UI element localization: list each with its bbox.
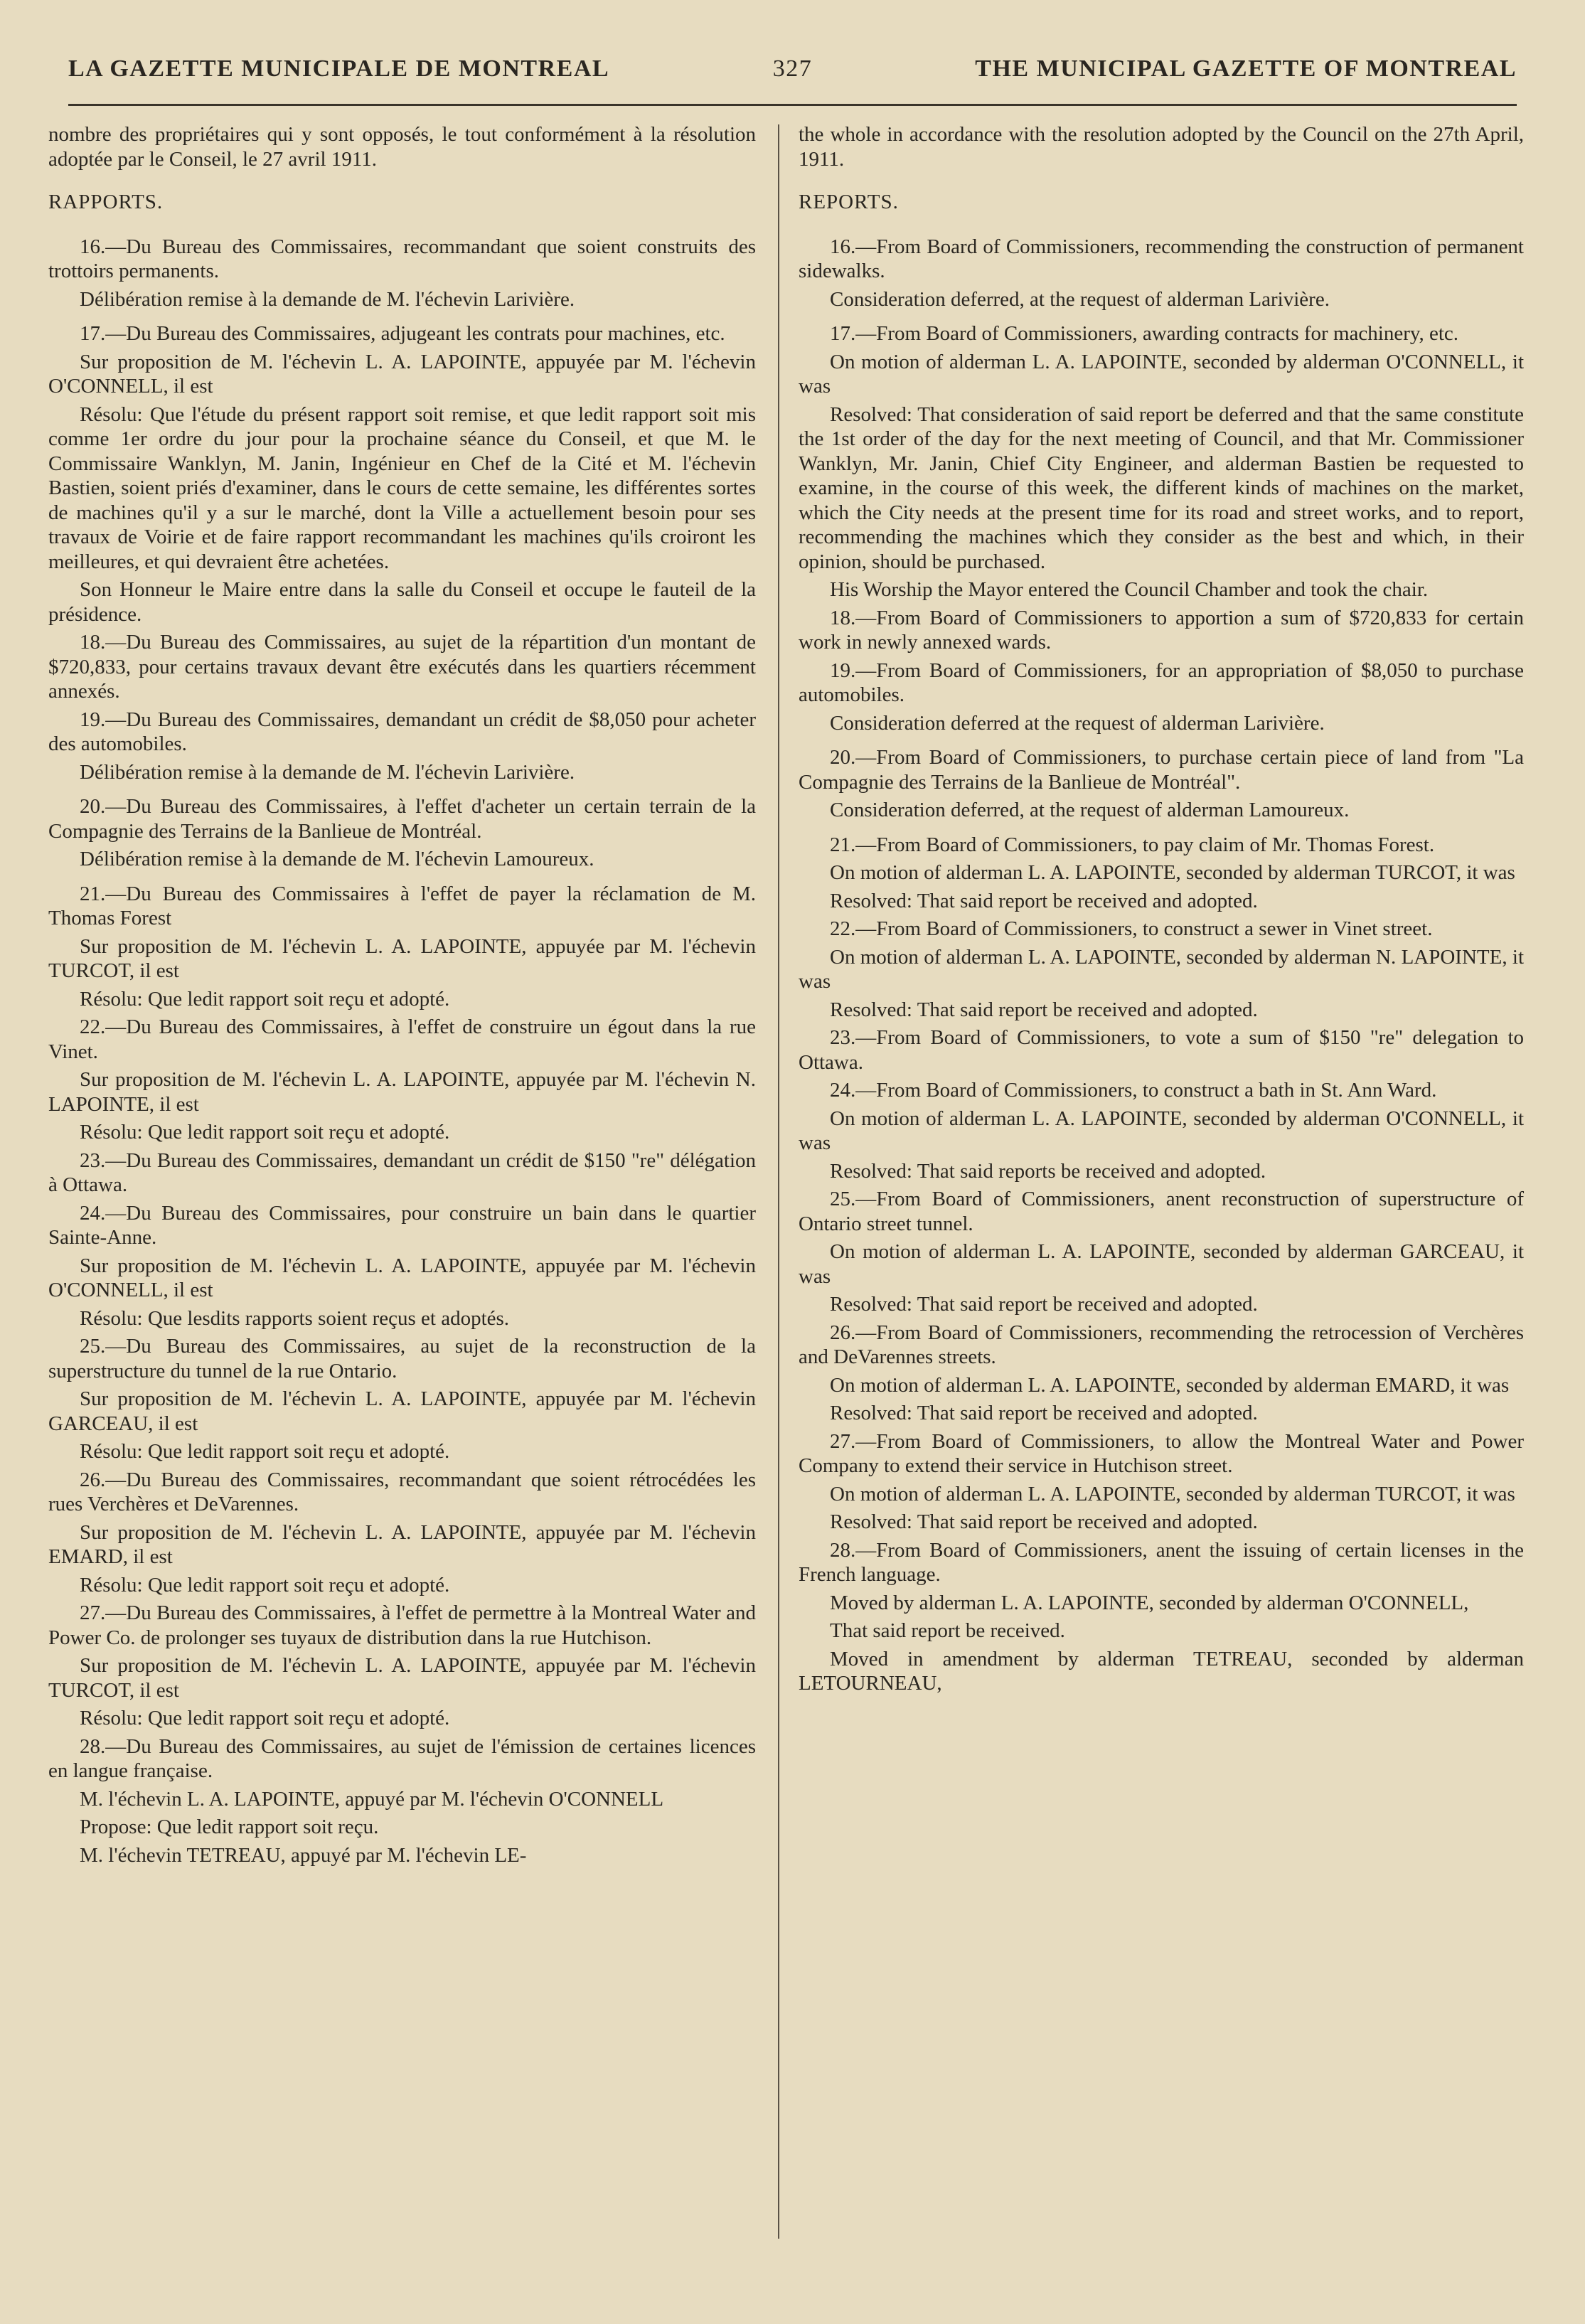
column-divider	[778, 124, 779, 2239]
french-paragraph: Résolu: Que ledit rapport soit reçu et adopté.	[80, 1440, 450, 1463]
french-paragraph: 18.—Du Bureau des Commissaires, au sujet de la répartition d'un montant de $720,833, pour certains travaux devant être exécutés dans les quartiers récemment annexés.	[48, 631, 756, 703]
french-paragraph: 22.—Du Bureau des Commissaires, à l'effet de construire un égout dans la rue Vinet.	[48, 1016, 756, 1063]
french-paragraph: Sur proposition de M. l'échevin L. A. LAPOINTE, appuyée par M. l'échevin EMARD, il est	[48, 1520, 756, 1568]
english-paragraph: 17.—From Board of Commissioners, awarding contracts for machinery, etc.	[830, 322, 1459, 345]
french-paragraph: Propose: Que ledit rapport soit reçu.	[80, 1816, 379, 1838]
french-section-heading: RAPPORTS.	[48, 191, 164, 213]
english-paragraph: 25.—From Board of Commissioners, anent reconstruction of superstructure of Ontario street tunnel.	[799, 1188, 1524, 1235]
french-paragraph: 21.—Du Bureau des Commissaires à l'effet de payer la réclamation de M. Thomas Forest	[48, 882, 756, 929]
english-column	[799, 122, 1524, 1700]
english-paragraph: On motion of alderman L. A. LAPOINTE, seconded by alderman O'CONNELL, it was	[799, 350, 1524, 398]
english-paragraph: That said report be received.	[830, 1619, 1065, 1642]
english-paragraph: 19.—From Board of Commissioners, for an appropriation of $8,050 to purchase automobiles.	[799, 659, 1524, 706]
header-rule	[68, 104, 1517, 106]
english-paragraph: Resolved: That said report be received and adopted.	[830, 1293, 1258, 1316]
english-paragraph: Moved in amendment by alderman TETREAU, seconded by alderman LETOURNEAU,	[799, 1647, 1524, 1695]
english-paragraph: 23.—From Board of Commissioners, to vote a sum of $150 "re" delegation to Ottawa.	[799, 1026, 1524, 1074]
french-paragraph: Résolu: Que l'étude du présent rapport soit remise, et que ledit rapport soit mis comme 1er ordre du jour pour la prochaine séance du Conseil, et que M. le Commissaire Wanklyn, M. Janin, Ingénieur en Chef de la Cité et M. l'échevin Bastien, soient priés d'examiner, dans le cours de cette semaine, les différentes sortes de machines qu'il y a sur le marché, dont la Ville a actuellement besoin pour ses travaux de Voirie et de faire rapport recommandant les machines qu'ils croiront les meilleures, et qui devraient être achetées.	[48, 403, 756, 573]
english-paragraph: 22.—From Board of Commissioners, to construct a sewer in Vinet street.	[830, 917, 1433, 940]
english-paragraph: Consideration deferred at the request of alderman Larivière.	[830, 711, 1325, 735]
page-number: 327	[772, 55, 813, 82]
english-paragraph: Consideration deferred, at the request of alderman Lamoureux.	[830, 799, 1350, 821]
french-paragraph: Sur proposition de M. l'échevin L. A. LAPOINTE, appuyée par M. l'échevin N. LAPOINTE, il est	[48, 1068, 756, 1116]
english-paragraph: 28.—From Board of Commissioners, anent the issuing of certain licenses in the French language.	[799, 1538, 1524, 1586]
french-paragraph: Résolu: Que ledit rapport soit reçu et adopté.	[80, 987, 450, 1011]
english-paragraph: 21.—From Board of Commissioners, to pay claim of Mr. Thomas Forest.	[830, 833, 1435, 856]
english-paragraph: Moved by alderman L. A. LAPOINTE, seconded by alderman O'CONNELL,	[830, 1591, 1469, 1614]
french-paragraph: Délibération remise à la demande de M. l'échevin Larivière.	[80, 760, 575, 784]
header-english-title: THE MUNICIPAL GAZETTE OF MONTREAL	[975, 55, 1517, 82]
english-paragraph: 24.—From Board of Commissioners, to construct a bath in St. Ann Ward.	[830, 1079, 1437, 1102]
english-paragraph: 27.—From Board of Commissioners, to allow the Montreal Water and Power Company to extend their service in Hutchison street.	[799, 1429, 1524, 1477]
french-paragraph: 28.—Du Bureau des Commissaires, au sujet de l'émission de certaines licences en langue française.	[48, 1734, 756, 1782]
french-paragraph: nombre des propriétaires qui y sont opposés, le tout conformément à la résolution adoptée par le Conseil, le 27 avril 1911.	[48, 123, 756, 171]
french-paragraph: 23.—Du Bureau des Commissaires, demandant un crédit de $150 "re" délégation à Ottawa.	[48, 1148, 756, 1196]
french-paragraph: 16.—Du Bureau des Commissaires, recommandant que soient construits des trottoirs permanents.	[48, 235, 756, 282]
french-paragraph: Délibération remise à la demande de M. l'échevin Larivière.	[80, 287, 575, 311]
french-paragraph: Sur proposition de M. l'échevin L. A. LAPOINTE, appuyée par M. l'échevin TURCOT, il est	[48, 1654, 756, 1702]
english-paragraph: 20.—From Board of Commissioners, to purchase certain piece of land from "La Compagnie des Terrains de la Banlieue de Montréal".	[799, 746, 1524, 794]
french-paragraph: 27.—Du Bureau des Commissaires, à l'effet de permettre à la Montreal Water and Power Co. de prolonger ses tuyaux de distribution dans la rue Hutchison.	[48, 1601, 756, 1649]
english-paragraph: 26.—From Board of Commissioners, recommending the retrocession of Verchères and DeVarennes streets.	[799, 1321, 1524, 1368]
french-paragraph: Son Honneur le Maire entre dans la salle du Conseil et occupe le fauteil de la présidence.	[48, 578, 756, 626]
english-paragraph: the whole in accordance with the resolution adopted by the Council on the 27th April, 1911.	[799, 123, 1524, 171]
english-paragraph: On motion of alderman L. A. LAPOINTE, seconded by alderman EMARD, it was	[830, 1373, 1510, 1397]
english-paragraph: On motion of alderman L. A. LAPOINTE, seconded by alderman O'CONNELL, it was	[799, 1107, 1524, 1154]
english-paragraph: 16.—From Board of Commissioners, recommending the construction of permanent sidewalks.	[799, 235, 1524, 282]
french-paragraph: Sur proposition de M. l'échevin L. A. LAPOINTE, appuyée par M. l'échevin O'CONNELL, il est	[48, 1254, 756, 1301]
french-paragraph: Sur proposition de M. l'échevin L. A. LAPOINTE, appuyée par M. l'échevin GARCEAU, il est	[48, 1387, 756, 1435]
english-paragraph: Resolved: That said report be received and adopted.	[830, 998, 1258, 1021]
french-paragraph: 17.—Du Bureau des Commissaires, adjugeant les contrats pour machines, etc.	[80, 322, 725, 345]
english-paragraph: Resolved: That said report be received and adopted.	[830, 1510, 1258, 1533]
running-header	[68, 50, 1517, 100]
english-paragraph: Resolved: That said report be received and adopted.	[830, 1402, 1258, 1424]
english-paragraph: Consideration deferred, at the request of alderman Larivière.	[830, 287, 1330, 311]
english-paragraph: Resolved: That said reports be received and adopted.	[830, 1159, 1266, 1183]
french-paragraph: Résolu: Que ledit rapport soit reçu et adopté.	[80, 1121, 450, 1144]
english-paragraph: On motion of alderman L. A. LAPOINTE, seconded by alderman TURCOT, it was	[830, 861, 1515, 884]
french-paragraph: M. l'échevin TETREAU, appuyé par M. l'échevin LE-	[80, 1843, 527, 1867]
english-paragraph: 18.—From Board of Commissioners to apportion a sum of $720,833 for certain work in newly annexed wards.	[799, 606, 1524, 654]
french-paragraph: Sur proposition de M. l'échevin L. A. LAPOINTE, appuyée par M. l'échevin TURCOT, il est	[48, 934, 756, 982]
french-paragraph: Résolu: Que ledit rapport soit reçu et adopté.	[80, 1707, 450, 1729]
english-paragraph: On motion of alderman L. A. LAPOINTE, seconded by alderman GARCEAU, it was	[799, 1240, 1524, 1288]
french-paragraph: Résolu: Que lesdits rapports soient reçus et adoptés.	[80, 1306, 510, 1330]
french-column	[48, 122, 756, 1871]
french-paragraph: Sur proposition de M. l'échevin L. A. LAPOINTE, appuyée par M. l'échevin O'CONNELL, il est	[48, 350, 756, 398]
french-paragraph: Délibération remise à la demande de M. l'échevin Lamoureux.	[80, 848, 594, 870]
french-paragraph: 19.—Du Bureau des Commissaires, demandant un crédit de $8,050 pour acheter des automobiles.	[48, 708, 756, 755]
french-paragraph: 24.—Du Bureau des Commissaires, pour construire un bain dans le quartier Sainte-Anne.	[48, 1201, 756, 1249]
english-paragraph: Resolved: That said report be received and adopted.	[830, 889, 1258, 912]
english-paragraph: His Worship the Mayor entered the Council Chamber and took the chair.	[830, 578, 1429, 601]
french-paragraph: 25.—Du Bureau des Commissaires, au sujet de la reconstruction de la superstructure du tunnel de la rue Ontario.	[48, 1335, 756, 1382]
french-paragraph: 26.—Du Bureau des Commissaires, recommandant que soient rétrocédées les rues Verchères et DeVarennes.	[48, 1468, 756, 1515]
header-french-title: LA GAZETTE MUNICIPALE DE MONTREAL	[68, 55, 610, 82]
english-paragraph: On motion of alderman L. A. LAPOINTE, seconded by alderman TURCOT, it was	[830, 1482, 1515, 1505]
french-paragraph: M. l'échevin L. A. LAPOINTE, appuyé par M. l'échevin O'CONNELL	[80, 1787, 664, 1811]
french-paragraph: 20.—Du Bureau des Commissaires, à l'effet d'acheter un certain terrain de la Compagnie des Terrains de la Banlieue de Montréal.	[48, 795, 756, 843]
french-paragraph: Résolu: Que ledit rapport soit reçu et adopté.	[80, 1573, 450, 1597]
english-paragraph: On motion of alderman L. A. LAPOINTE, seconded by alderman N. LAPOINTE, it was	[799, 945, 1524, 993]
english-section-heading: REPORTS.	[799, 191, 899, 213]
english-paragraph: Resolved: That consideration of said report be deferred and that the same constitute the 1st order of the day for the next meeting of Council, and that Mr. Commissioner Wanklyn, Mr. Janin, Chief City Engineer, and alderman Bastien be requested to examine, in the course of this week, the different kinds of machines on the market, which the City needs at the present time for its road and street works, and to report, recommending the machines which they consider as the best and which, in their opinion, should be purchased.	[799, 403, 1524, 573]
